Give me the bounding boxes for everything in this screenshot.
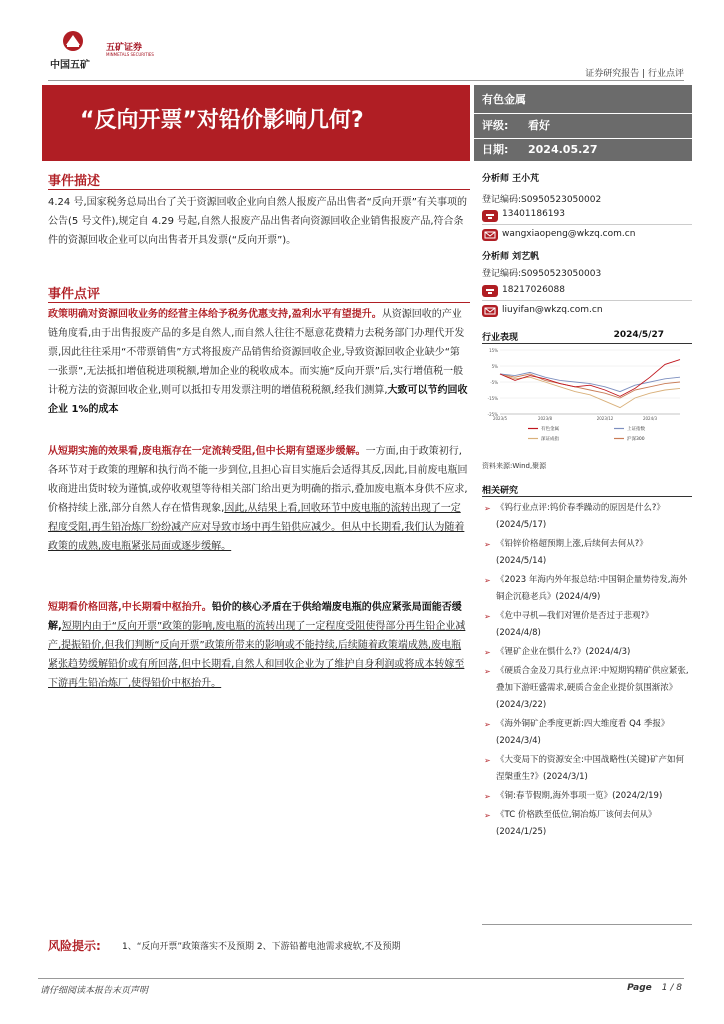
bullet-arrow-icon: ➢ (484, 792, 491, 801)
comment-heading: 事件点评 (48, 287, 101, 302)
page-title: “反向开票”对铅价影响几何? (80, 108, 364, 133)
chart-y-tick: -25% (487, 412, 498, 417)
info-divider (474, 113, 692, 114)
analyst-divider (482, 224, 692, 225)
analyst-divider (482, 300, 692, 301)
related-item-text: 《铅锌价格超预期上涨,后续何去何从?》(2024/5/14) (496, 539, 648, 566)
industry-performance-chart (480, 346, 692, 452)
phone-icon (482, 285, 498, 297)
chart-series-line (500, 374, 680, 408)
chart-divider (482, 343, 692, 344)
bullet-arrow-icon: ➢ (484, 612, 491, 621)
analyst-2-phone: 18217026088 (502, 285, 565, 295)
phone-icon (482, 210, 498, 222)
info-divider (474, 138, 692, 139)
comment-paragraph-3 (48, 598, 468, 693)
related-item-text: 《铜:春节假期,海外事项一览》(2024/2/19) (496, 791, 663, 801)
chart-y-tick: 15% (489, 348, 498, 353)
email-icon (482, 305, 498, 317)
chart-header (482, 330, 692, 343)
bullet-arrow-icon: ➢ (484, 756, 491, 765)
bullet-arrow-icon: ➢ (484, 576, 491, 585)
section-divider (48, 302, 470, 303)
chart-source: 资料来源:Wind,聚源 (482, 462, 547, 470)
date-value: 2024.05.27 (528, 143, 598, 156)
comment-paragraph-2 (48, 442, 468, 556)
page-count: 1 / 8 (661, 983, 682, 993)
related-item-text: 《危中寻机—我们对锂价是否过于悲观?》(2024/4/8) (496, 611, 654, 638)
bullet-arrow-icon: ➢ (484, 648, 491, 657)
legend-label: 深证成指 (541, 437, 559, 442)
paragraph-1-tail: 大致可以节约回收企业 1%的成本 (48, 385, 468, 415)
page-label: Page (627, 983, 652, 993)
risk-heading: 风险提示: (48, 939, 101, 953)
related-end-divider (482, 924, 692, 925)
section-divider (48, 189, 470, 190)
broker-name-cn: 五矿证券 (106, 43, 143, 53)
related-item-text: 《钨行业点评:钨价春季躁动的原因是什么?》(2024/5/17) (496, 503, 665, 530)
comment-paragraph-1 (48, 305, 468, 419)
analyst-1-name: 分析师 王小芃 (482, 174, 540, 184)
related-item-text: 《2023 年海内外年报总结:中国铜企量势待发,海外铜企沉稳老兵》(2024/4/9) (496, 575, 688, 602)
paragraph-2-body: 一方面,由于政策初行,各环节对于政策的理解和执行尚不能一步到位,且担心盲目实施后会适得其反,因此,目前废电瓶回收商进出货时较为谨慎,或停收观望等待相关部门给出更为明确的指示,叠加废电瓶本身供不应求,价格持续上涨,部分自然人存在惜售现象, (48, 446, 468, 514)
bullet-arrow-icon: ➢ (484, 811, 491, 820)
bullet-arrow-icon: ➢ (484, 667, 491, 676)
company-name-cn: 中国五矿 (50, 60, 90, 71)
page-number (627, 983, 682, 993)
bullet-arrow-icon: ➢ (484, 540, 491, 549)
footer-disclaimer: 请仔细阅读本报告末页声明 (40, 986, 149, 996)
related-item[interactable] (484, 644, 692, 661)
chart-x-tick: 2023/5 (492, 416, 508, 421)
related-item[interactable] (484, 807, 692, 841)
rating-info-box (474, 85, 692, 161)
broker-name-en: MINMETALS SECURITIES (106, 52, 154, 57)
company-logo (48, 30, 158, 70)
minmetals-logo-icon (62, 30, 84, 52)
analyst-2-name: 分析师 刘艺帆 (482, 252, 540, 262)
bullet-arrow-icon: ➢ (484, 720, 491, 729)
footer-divider (38, 978, 684, 979)
chart-y-tick: -5% (490, 380, 498, 385)
date-key: 日期: (482, 143, 509, 156)
paragraph-1-body: 从资源回收的产业链角度看,由于出售报废产品的多是自然人,而自然人往往不愿意花费精力去税务部门办理代开发票,因此往往采用“不带票销售”方式将报废产品销售给资源回收企业,导致资源回收企业缺少“第一张票”,无法抵扣增值税进项税额,增加企业的税收成本。而实施“反向开票”后,实行增值税一般计税方法的资源回收企业,则可以抵扣专用发票注明的增值税税额,经我们测算, (48, 309, 465, 396)
event-text: 4.24 号,国家税务总局出台了关于资源回收企业向自然人报废产品出售者“反向开票”有关事项的公告(5 号文件),规定自 4.29 号起,自然人报废产品出售者向资源回收企业销售报废产品,符合条件的资源回收企业可以向出售者开具发票(“反向开票”)。 (48, 197, 467, 246)
risk-text: 1、“反向开票”政策落实不及预期 2、下游铅蓄电池需求疲软,不及预期 (122, 942, 401, 952)
paragraph-2-lead: 从短期实施的效果看,废电瓶存在一定流转受阻,但中长期有望逐步缓解。 (48, 446, 366, 457)
chart-x-tick: 2023/8 (537, 416, 553, 421)
title-banner (42, 85, 470, 161)
related-item-text: 《大变局下的资源安全:中国战略性(关键)矿产如何涅槃重生?》(2024/3/1) (496, 755, 684, 782)
related-heading: 相关研究 (482, 486, 519, 496)
related-list (484, 500, 692, 843)
rating-key: 评级: (482, 119, 509, 132)
paragraph-3-underlined: 短期内由于“反向开票”政策的影响,废电瓶的流转出现了一定程度受阻使得部分再生铅企业减产,提振铅价,但我们判断“反向开票”政策所带来的影响或不能持续,后续随着政策端成熟,废电瓶紧张趋势缓解铅价或有所回落,但中长期看,自然人和回收企业为了维护自身利润或将成本转嫁至下游再生铅冶炼厂,使得铅价中枢抬升。 (48, 621, 466, 689)
analyst-1-phone: 13401186193 (502, 209, 565, 219)
related-item[interactable] (484, 536, 692, 570)
related-item[interactable] (484, 663, 692, 714)
analyst-2-email[interactable]: liuyifan@wkzq.com.cn (502, 305, 603, 315)
legend-label: 有色金属 (541, 427, 559, 432)
analyst-1-email[interactable]: wangxiaopeng@wkzq.com.cn (502, 229, 636, 239)
paragraph-3-lead: 短期看价格回落,中长期看中枢抬升。 (48, 602, 212, 613)
chart-date: 2024/5/27 (613, 330, 664, 340)
related-item[interactable] (484, 752, 692, 786)
related-item[interactable] (484, 500, 692, 534)
email-icon (482, 229, 498, 241)
related-item-text: 《海外铜矿企季度更新:四大维度看 Q4 季报》(2024/3/4) (496, 719, 670, 746)
chart-y-tick: -15% (487, 396, 498, 401)
legend-label: 上证指数 (627, 427, 645, 432)
chart-series-line (500, 360, 680, 397)
chart-y-tick: 5% (491, 364, 498, 369)
related-item[interactable] (484, 788, 692, 805)
analyst-1-reg: 登记编码:S0950523050002 (482, 195, 602, 205)
analyst-2-reg: 登记编码:S0950523050003 (482, 269, 602, 279)
related-item-text: 《锂矿企业在惧什么?》(2024/4/3) (496, 647, 631, 657)
related-item-text: 《TC 价格跌至低位,铜冶炼厂该何去何从》(2024/1/25) (496, 810, 657, 837)
event-heading: 事件描述 (48, 174, 101, 189)
paragraph-3-bold: 铅价的核心矛盾在于供给端废电瓶的供应紧张局面能否缓解, (48, 602, 462, 632)
header-divider (48, 80, 684, 81)
chart-x-tick: 2023/12 (596, 416, 614, 421)
related-item[interactable] (484, 608, 692, 642)
related-item[interactable] (484, 716, 692, 750)
rating-value: 看好 (528, 119, 550, 132)
report-type: 证券研究报告 | 行业点评 (585, 69, 684, 79)
paragraph-2-underlined: 因此,从结果上看,回收环节中废电瓶的流转出现了一定程度受阻,再生铅冶炼厂纷纷减产应对导致市场中再生铅供应减少。但从中长期看,我们认为随着政策的成熟,废电瓶紧张局面或逐步缓解。 (48, 503, 465, 552)
related-divider (482, 496, 692, 497)
chart-title: 行业表现 (482, 333, 519, 343)
related-item[interactable] (484, 572, 692, 606)
rating-row (482, 116, 550, 136)
chart-x-tick: 2024/3 (642, 416, 658, 421)
bullet-arrow-icon: ➢ (484, 504, 491, 513)
industry-label: 有色金属 (482, 93, 526, 106)
related-item-text: 《硬质合金及刀具行业点评:中短期钨精矿供应紧张,叠加下游旺盛需求,硬质合金企业提价氛围渐浓》(2024/3/22) (496, 666, 689, 710)
date-row (482, 140, 598, 160)
legend-label: 沪深300 (627, 437, 645, 442)
paragraph-1-lead: 政策明确对资源回收业务的经营主体给予税务优惠支持,盈利水平有望提升。 (48, 309, 382, 320)
